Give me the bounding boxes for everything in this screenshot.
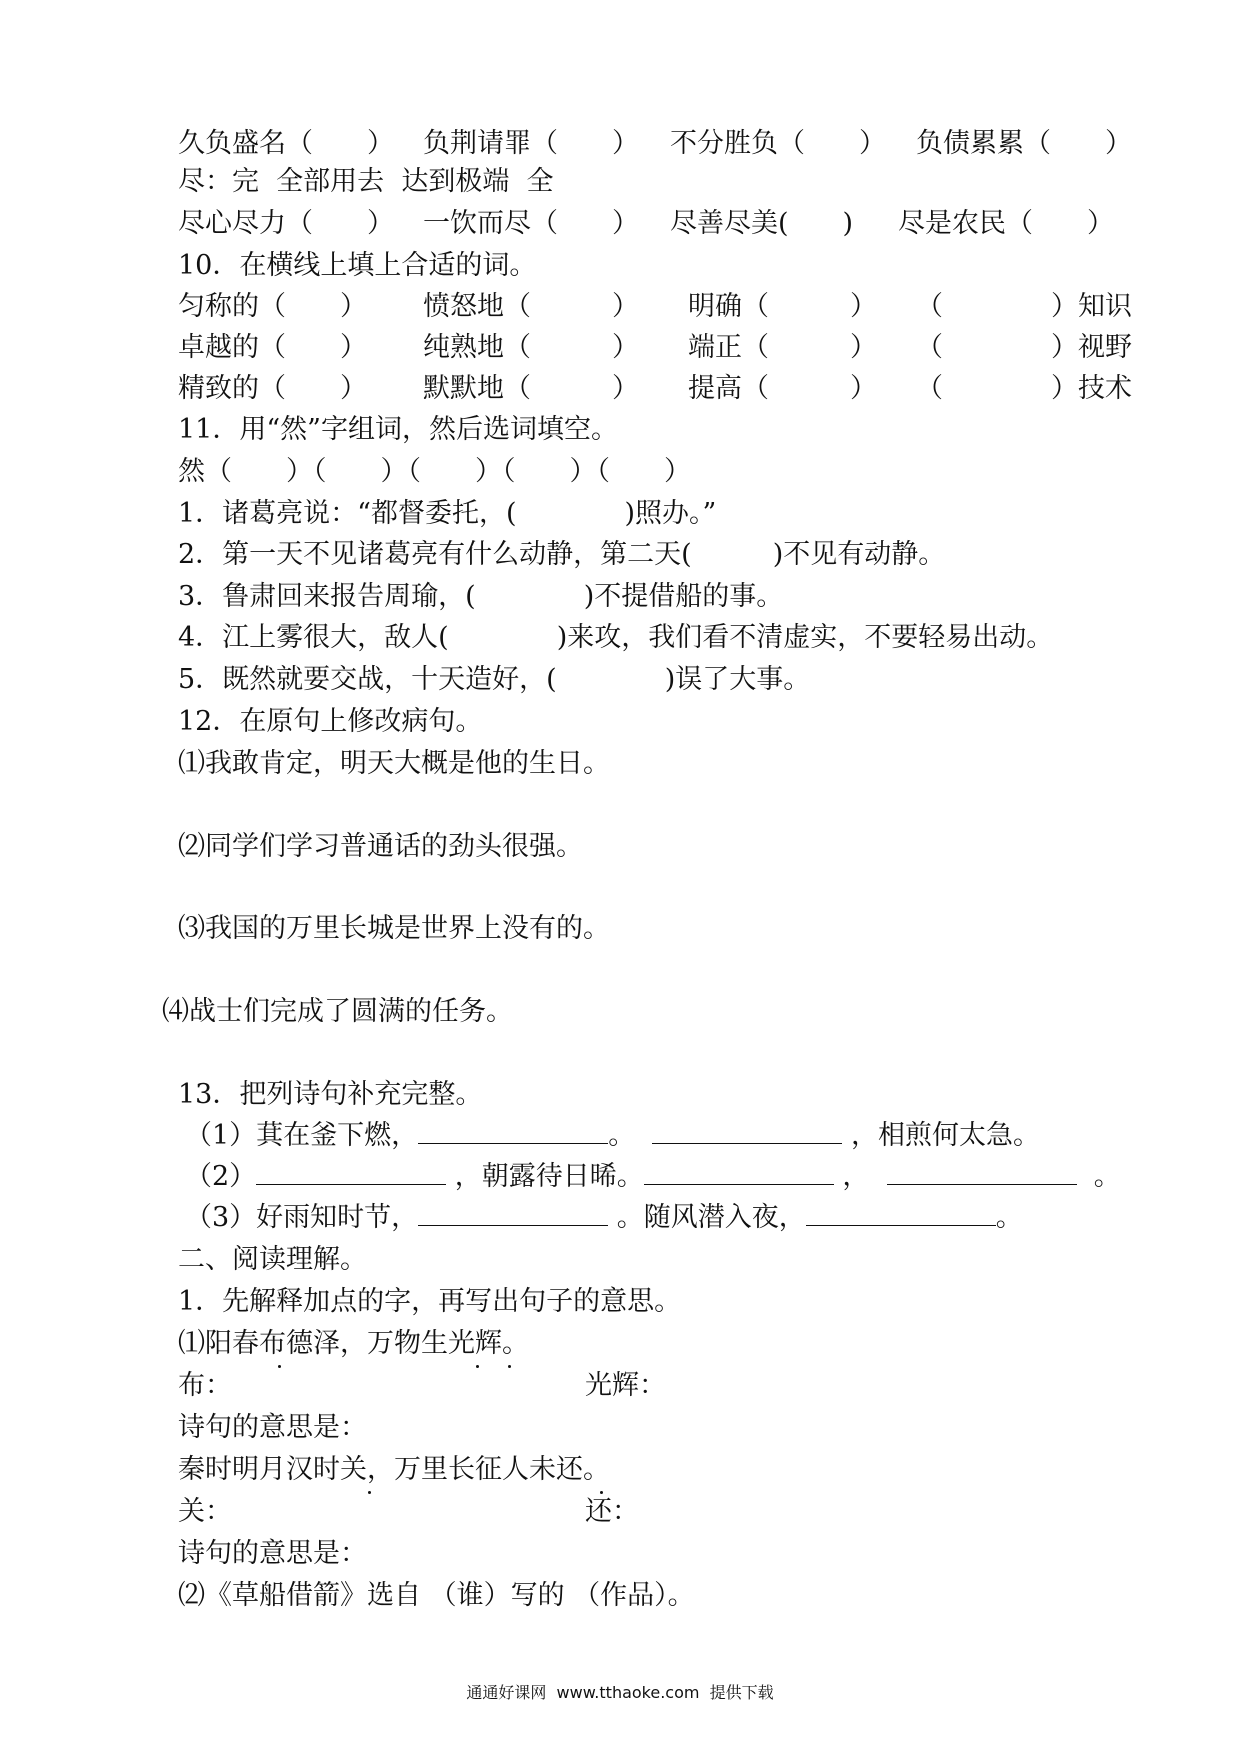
q11-item-1: 1．诸葛亮说：“都督委托，( )照办。”: [178, 498, 717, 529]
q12-item-1: ⑴我敢肯定，明天大概是他的生日。: [178, 748, 610, 779]
r1-meaning-2: 诗句的意思是：: [178, 1538, 367, 1569]
q13-2-text-c: ，: [842, 1161, 870, 1192]
jin-definition: 尽：完 全部用去 达到极端 全: [178, 166, 554, 197]
section-2-title: 二、阅读理解。: [178, 1244, 367, 1275]
q11-item-2: 2．第一天不见诸葛亮有什么动静，第二天( )不见有动静。: [178, 539, 946, 570]
q11-item-3: 3．鲁肃回来报告周瑜，( )不提借船的事。: [178, 581, 784, 612]
emphasis-dot: [508, 1365, 511, 1368]
jin-word-2: 一饮而尽（ ）: [423, 208, 639, 239]
q13-line-1: [185, 1119, 1040, 1153]
q11-item-4: 4．江上雾很大，敌人( )来攻，我们看不清虚实，不要轻易出动。: [178, 622, 1054, 653]
r1-guanghui-label: 光辉：: [585, 1370, 666, 1401]
q13-3-text-c: 。: [995, 1202, 1023, 1233]
r1-bu-label: 布：: [178, 1370, 232, 1401]
r1-title: 1．先解释加点的字，再写出句子的意思。: [178, 1286, 682, 1317]
q13-title: 13．把列诗句补充完整。: [178, 1079, 483, 1110]
q13-2-text-b: ，朝露待日晞。: [454, 1161, 644, 1192]
q10-row-3: [178, 372, 1132, 406]
q13-blank: [418, 1119, 608, 1144]
fu-word-2: 负荆请罪（ ）: [423, 128, 639, 159]
q11-ran-words: 然（ ）（ ）（ ）（ ）（ ）: [178, 456, 691, 487]
jin-word-4: 尽是农民（ ）: [898, 208, 1114, 239]
fu-words-row: [178, 127, 1132, 161]
q13-2-text-a: （2）: [185, 1161, 257, 1192]
fu-word-3: 不分胜负（ ）: [670, 128, 886, 159]
q13-blank: [652, 1119, 842, 1144]
q10-cell: 提高（ ）: [688, 373, 877, 404]
q12-title: 12．在原句上修改病句。: [178, 706, 483, 737]
q10-cell: 默默地（ ）: [423, 373, 639, 404]
q10-cell: 纯熟地（ ）: [423, 332, 639, 363]
q10-cell: 卓越的（ ）: [178, 332, 367, 363]
q13-line-2: [185, 1160, 1121, 1194]
q13-3-text-b: 。随风潜入夜，: [616, 1202, 806, 1233]
r1-item-2: ⑵《草船借箭》选自 （谁）写的 （作品）。: [178, 1580, 695, 1611]
q13-blank: [887, 1160, 1077, 1185]
jin-words-row: [178, 207, 1128, 241]
q13-blank: [806, 1201, 996, 1226]
r1-poem-1: ⑴阳春布德泽，万物生光辉。: [178, 1328, 529, 1359]
page-footer: 通通好课网 www.tthaoke.com 提供下载: [466, 1683, 774, 1702]
q10-row-2: [178, 331, 1132, 365]
emphasis-dot: [278, 1365, 281, 1368]
q11-title: 11．用“然”字组词，然后选词填空。: [178, 414, 618, 445]
r1-meaning-1: 诗句的意思是：: [178, 1412, 367, 1443]
emphasis-dot: [476, 1365, 479, 1368]
q13-line-3: [185, 1201, 1023, 1235]
q10-cell: 精致的（ ）: [178, 373, 367, 404]
emphasis-dot: [600, 1491, 603, 1494]
q10-cell: 端正（ ）: [688, 332, 877, 363]
q10-title: 10．在横线上填上合适的词。: [178, 250, 537, 281]
q10-row-1: [178, 290, 1132, 324]
q12-item-3: ⑶我国的万里长城是世界上没有的。: [178, 913, 610, 944]
q10-cell: 匀称的（ ）: [178, 291, 367, 322]
q10-cell: （ ）视野: [916, 332, 1132, 363]
q13-1-text-c: ，相煎何太急。: [850, 1120, 1040, 1151]
q10-cell: 明确（ ）: [688, 291, 877, 322]
fu-word-1: 久负盛名（ ）: [178, 128, 394, 159]
q10-cell: 愤怒地（ ）: [423, 291, 639, 322]
q13-3-text-a: （3）好雨知时节，: [185, 1202, 419, 1233]
q12-item-4: ⑷战士们完成了圆满的任务。: [162, 996, 513, 1027]
q13-1-text-a: （1）萁在釜下燃，: [185, 1120, 419, 1151]
q12-item-2: ⑵同学们学习普通话的劲头很强。: [178, 831, 583, 862]
fu-word-4: 负债累累（ ）: [916, 128, 1132, 159]
jin-word-1: 尽心尽力（ ）: [178, 208, 394, 239]
jin-word-3: 尽善尽美( ): [670, 208, 854, 239]
q13-blank: [256, 1160, 446, 1185]
r1-huan-label: 还：: [585, 1496, 639, 1527]
q11-item-5: 5．既然就要交战，十天造好，( )误了大事。: [178, 664, 811, 695]
emphasis-dot: [368, 1491, 371, 1494]
q13-1-text-b: 。: [608, 1120, 636, 1151]
q10-cell: （ ）技术: [916, 373, 1132, 404]
q13-blank: [418, 1201, 608, 1226]
q10-cell: （ ）知识: [916, 291, 1132, 322]
r1-guan-label: 关：: [178, 1496, 232, 1527]
q13-blank: [644, 1160, 834, 1185]
q13-2-text-d: 。: [1093, 1161, 1121, 1192]
r1-poem-2: 秦时明月汉时关，万里长征人未还。: [178, 1454, 610, 1485]
